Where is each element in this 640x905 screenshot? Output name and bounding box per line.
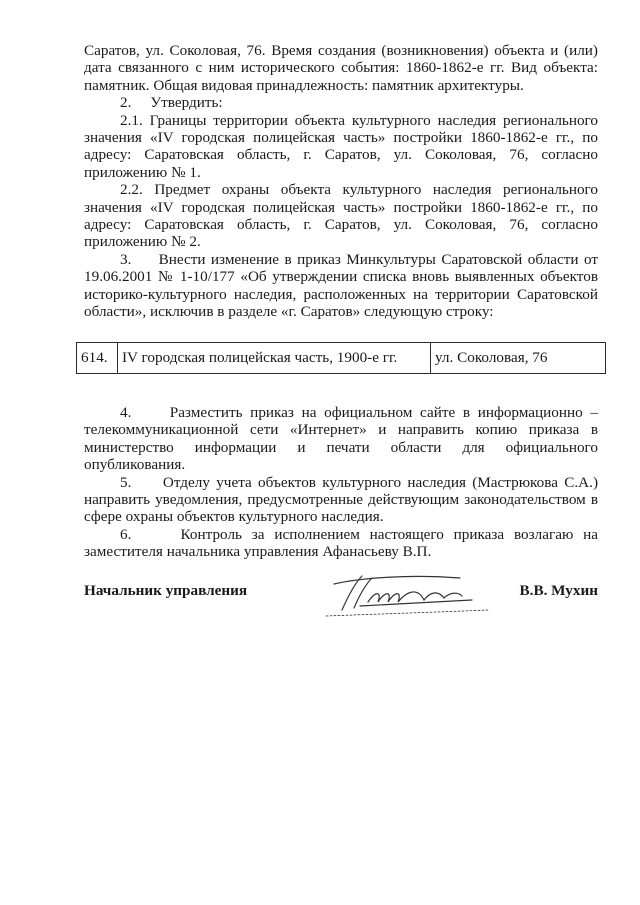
signature-block <box>84 580 598 630</box>
table-cell-number: 614. <box>77 342 118 373</box>
paragraph-amend-order: 3. Внести изменение в приказ Минкультуры Саратовской области от 19.06.2001 № 1-10/177 «Об утверждении списка вновь выявленных объектов историко-культурного наследия, расположенных на территории Саратовской области», исключив в разделе «г. Саратов» следующую строку: <box>84 250 598 321</box>
signatory-title: Начальник управления <box>84 582 248 599</box>
excluded-row-table <box>76 342 606 374</box>
object-table <box>76 342 606 374</box>
paragraph-notify: 5. Отделу учета объектов культурного наследия (Мастрюкова С.А.) направить уведомления, предусмотренные действующим законодательством в сфере охраны объектов культурного наследия. <box>84 473 598 526</box>
document-body <box>81 42 598 561</box>
table-cell-address: ул. Соколовая, 76 <box>431 342 606 373</box>
paragraph-territory-borders: 2.1. Границы территории объекта культурного наследия регионального значения «IV городская полицейская часть» постройки 1860-1862-е гг., по адресу: Саратовская область, г. Саратов, ул. Соколовая, 76, согласно приложению № 1. <box>84 111 598 181</box>
table-row <box>77 342 606 373</box>
paragraph-control: 6. Контроль за исполнением настоящего приказа возлагаю на заместителя начальника управления Афанасьеву В.П. <box>84 525 598 561</box>
paragraph-object-info: Саратов, ул. Соколовая, 76. Время создания (возникновения) объекта и (или) дата связанного с ним исторического события: 1860-1862-е гг. Вид объекта: памятник. Общая видовая принадлежность: памятник архитектуры. <box>84 42 598 94</box>
paragraph-protection-subject: 2.2. Предмет охраны объекта культурного наследия регионального значения «IV городская полицейская часть» постройки 1860-1862-е гг., по адресу: Саратовская область, г. Саратов, ул. Соколовая, 76, согласно приложению № 2. <box>84 181 598 251</box>
paragraph-approve: 2. Утвердить: <box>120 94 223 112</box>
paragraph-publish: 4. Разместить приказ на официальном сайте в информационно – телекоммуникационной сети «Интернет» и направить копию приказа в министерство информации и печати области для официального опубликования. <box>84 403 598 474</box>
handwritten-signature <box>320 570 490 620</box>
signatory-name: В.В. Мухин <box>519 582 598 599</box>
table-cell-name: IV городская полицейская часть, 1900-е гг. <box>118 342 431 373</box>
